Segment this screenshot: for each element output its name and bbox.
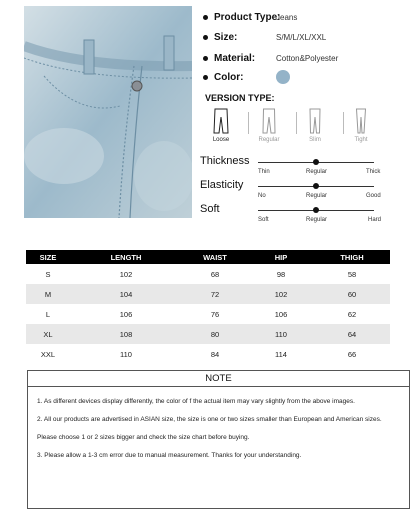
cell-hip: 98: [276, 269, 286, 279]
jeans-photo-illustration: [24, 6, 192, 218]
table-row: [26, 324, 390, 344]
fit-label: Slim: [309, 137, 321, 143]
color-swatch: [276, 70, 290, 84]
header-waist: WAIST: [182, 250, 248, 264]
cell-thigh: 66: [347, 349, 357, 359]
cell-length: 108: [70, 324, 182, 344]
scale-tick-high: Thick: [366, 169, 381, 175]
cell-hip: 102: [248, 284, 314, 304]
note-item: 1. As different devices display differently, the color of f the actual item may vary slightly from the above images.: [37, 398, 355, 405]
header-size: SIZE: [26, 250, 70, 264]
scale-tick-mid: Regular: [306, 169, 328, 175]
table-row: [26, 304, 390, 324]
table-row: [26, 284, 390, 304]
scale-name: Soft: [200, 203, 220, 215]
attribute-product-type: [203, 10, 297, 24]
scale-name: Elasticity: [200, 179, 244, 191]
scale-knob: [313, 159, 319, 165]
attribute-label: Product Type:: [214, 11, 281, 23]
cell-waist: 76: [210, 309, 220, 319]
cell-size: L: [45, 309, 51, 319]
loose-jeans-icon: [213, 108, 229, 134]
bullet-dot: [203, 35, 208, 40]
bullet-dot: [203, 15, 208, 20]
cell-size: M: [26, 284, 70, 304]
fit-label: Loose: [212, 137, 230, 143]
size-chart-table: [26, 250, 390, 364]
regular-jeans-icon: [261, 108, 277, 134]
cell-hip: 110: [248, 324, 314, 344]
version-type-title: VERSION TYPE:: [205, 93, 275, 103]
fit-label: Regular: [258, 137, 280, 143]
attribute-label: Color:: [214, 71, 244, 83]
attribute-size: [203, 30, 326, 44]
version-type-options: [205, 108, 410, 148]
note-body: [28, 387, 409, 465]
cell-thigh: 62: [347, 309, 357, 319]
scale-elasticity: [200, 179, 412, 205]
scale-knob: [313, 207, 319, 213]
scale-tick-high: Hard: [368, 217, 382, 223]
scale-thickness: [200, 155, 412, 181]
header-length: LENGTH: [70, 250, 182, 264]
attribute-value: S/M/L/XL/XXL: [276, 32, 327, 42]
fit-regular: [247, 108, 291, 143]
scale-knob: [313, 183, 319, 189]
bullet-dot: [203, 56, 208, 61]
fit-label: Tight: [354, 137, 368, 143]
attribute-label: Material:: [214, 52, 256, 64]
scale-tick-high: Good: [366, 193, 381, 199]
cell-size: XXL: [40, 349, 56, 359]
note-title: NOTE: [28, 371, 409, 387]
cell-length: 102: [119, 269, 133, 279]
scale-soft: [200, 203, 412, 229]
cell-hip: 106: [274, 309, 288, 319]
attribute-value: Cotton&Polyester: [276, 53, 339, 63]
note-item: 3. Please allow a 1-3 cm error due to manual measurement. Thanks for your understanding.: [37, 452, 302, 459]
attribute-color: [203, 70, 290, 84]
fit-slim: [293, 108, 337, 143]
table-row: [26, 344, 390, 364]
cell-length: 104: [70, 284, 182, 304]
slim-jeans-icon: [307, 108, 323, 134]
header-hip: HIP: [248, 250, 314, 264]
scale-tick-low: No: [258, 193, 266, 199]
scale-tick-low: Soft: [258, 217, 269, 223]
cell-thigh: 60: [314, 284, 390, 304]
scale-name: Thickness: [200, 155, 250, 167]
cell-waist: 72: [182, 284, 248, 304]
note-item: 2. All our products are advertised in ASIAN size, the size is one or two sizes smaller than European and American sizes. Please choose 1 or 2 sizes bigger and check the size chart before buying.: [37, 416, 382, 441]
cell-size: XL: [26, 324, 70, 344]
cell-waist: 68: [210, 269, 220, 279]
cell-thigh: 64: [314, 324, 390, 344]
bullet-dot: [203, 75, 208, 80]
scale-tick-low: Thin: [258, 169, 270, 175]
product-photo: [24, 6, 192, 218]
attribute-label: Size:: [214, 31, 238, 43]
fit-tight: [339, 108, 383, 143]
header-thigh: THIGH: [314, 250, 390, 264]
cell-size: S: [45, 269, 51, 279]
tight-jeans-icon: [353, 108, 369, 134]
scale-tick-mid: Regular: [306, 193, 328, 199]
scale-tick-mid: Regular: [306, 217, 328, 223]
note-box: [27, 370, 410, 509]
table-row: [26, 264, 390, 284]
size-chart-header-row: [26, 250, 390, 264]
cell-waist: 80: [182, 324, 248, 344]
cell-length: 106: [119, 309, 133, 319]
attribute-material: [203, 51, 338, 65]
fit-loose: [199, 108, 243, 143]
cell-length: 110: [120, 349, 132, 359]
cell-thigh: 58: [347, 269, 357, 279]
attribute-value: Jeans: [276, 12, 298, 22]
cell-waist: 84: [210, 349, 220, 359]
cell-hip: 114: [275, 349, 287, 359]
